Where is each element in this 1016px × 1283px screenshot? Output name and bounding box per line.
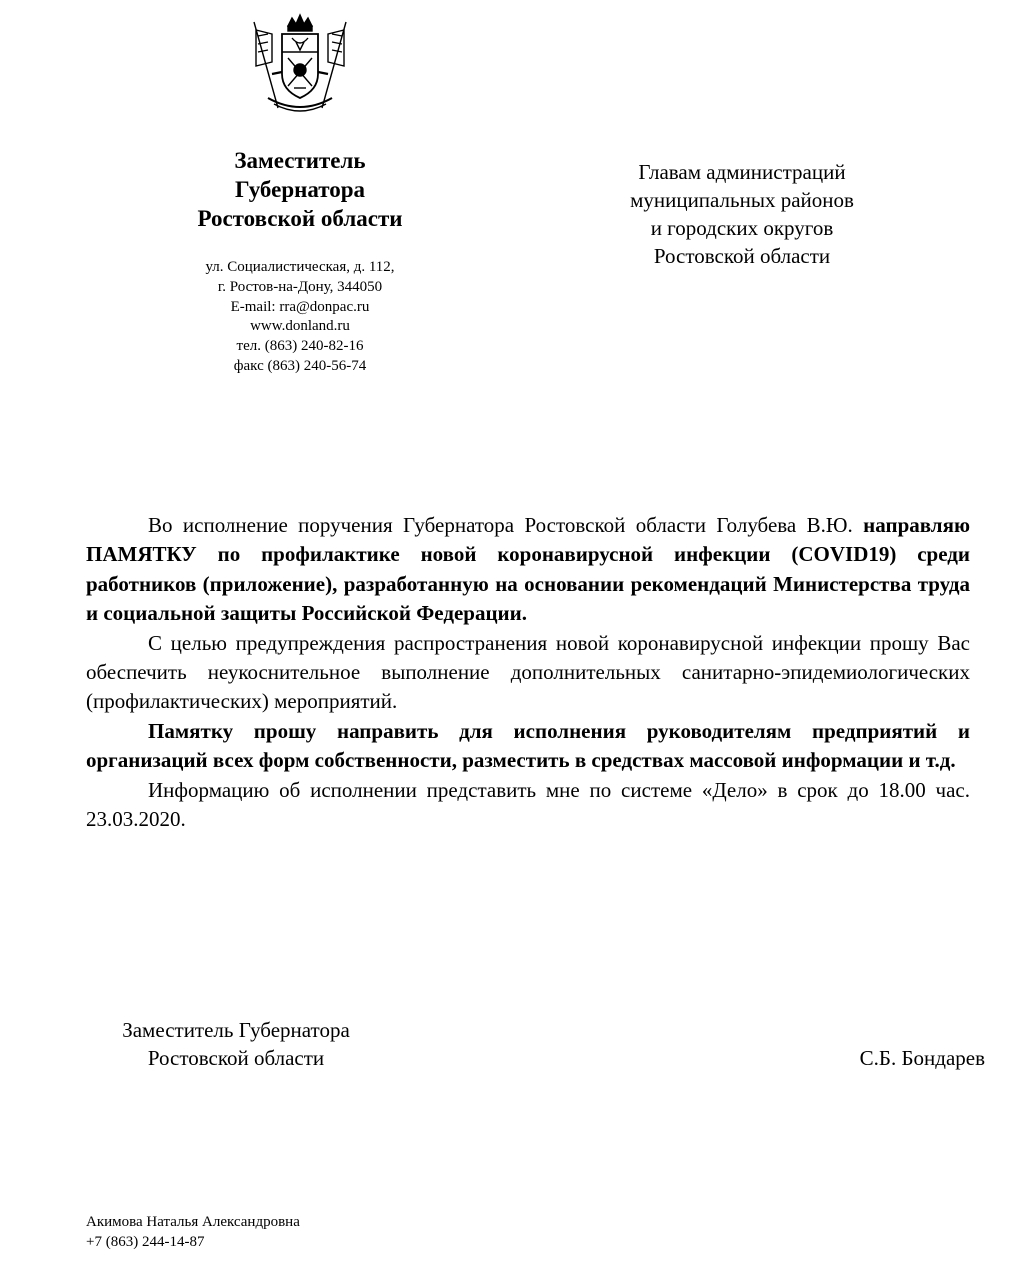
addressee-line: муниципальных районов bbox=[630, 188, 854, 212]
sender-title-line: Заместитель bbox=[234, 148, 366, 173]
body-paragraph-2: С целью предупреждения распространения новой коронавирусной инфекции прошу Вас обеспечить неукоснительное выполнение дополнительных санитарно-эпидемиологических (профилактических) мероприятий. bbox=[86, 630, 970, 714]
letter-body bbox=[86, 511, 970, 834]
sender-website: www.donland.ru bbox=[250, 318, 350, 335]
sender-title-line: Ростовской области bbox=[197, 206, 403, 231]
body-paragraph-4: Информацию об исполнении представить мне по системе «Дело» в срок до 18.00 час. 23.03.2020. bbox=[86, 777, 970, 832]
body-paragraph-3-emphasis: Памятку прошу направить для исполнения руководителям предприятий и организаций всех форм собственности, разместить в средствах массовой информации и т.д. bbox=[86, 718, 970, 773]
addressee-line: и городских округов bbox=[650, 216, 834, 240]
signature-title bbox=[86, 1016, 386, 1072]
sender-email: E-mail: rra@donpac.ru bbox=[230, 298, 370, 315]
sender-address-street: ул. Социалистическая, д. 112, bbox=[205, 259, 395, 275]
addressee bbox=[590, 158, 894, 270]
body-paragraph-3 bbox=[86, 717, 970, 776]
body-paragraph-1-intro: Во исполнение поручения Губернатора Ростовской области Голубева В.Ю. bbox=[148, 513, 864, 537]
sender-address-city: г. Ростов-на-Дону, 344050 bbox=[217, 278, 383, 295]
signature-name: С.Б. Бондарев bbox=[859, 1046, 985, 1070]
sender-phone: тел. (863) 240-82-16 bbox=[236, 338, 364, 355]
sender-title bbox=[140, 146, 460, 233]
addressee-line: Главам администраций bbox=[638, 160, 846, 184]
executor-info bbox=[86, 1212, 300, 1252]
coat-of-arms-icon bbox=[250, 12, 350, 118]
executor-name: Акимова Наталья Александровна bbox=[86, 1214, 300, 1230]
body-paragraph-1-emphasis: направляю ПАМЯТКУ по профилактике новой коронавирусной инфекции (COVID19) среди работников (приложение), разработанную на основании рекомендаций Министерства труда и социальной защиты Российской Федерации. bbox=[86, 513, 970, 626]
addressee-line: Ростовской области bbox=[653, 244, 831, 268]
signature-title-line: Ростовской области bbox=[147, 1046, 325, 1070]
sender-title-line: Губернатора bbox=[234, 177, 366, 202]
sender-contacts bbox=[140, 258, 460, 377]
signature-title-line: Заместитель Губернатора bbox=[122, 1018, 350, 1042]
sender-fax: факс (863) 240-56-74 bbox=[233, 357, 367, 374]
executor-phone: +7 (863) 244-14-87 bbox=[86, 1234, 205, 1250]
body-paragraph-1 bbox=[86, 511, 970, 629]
